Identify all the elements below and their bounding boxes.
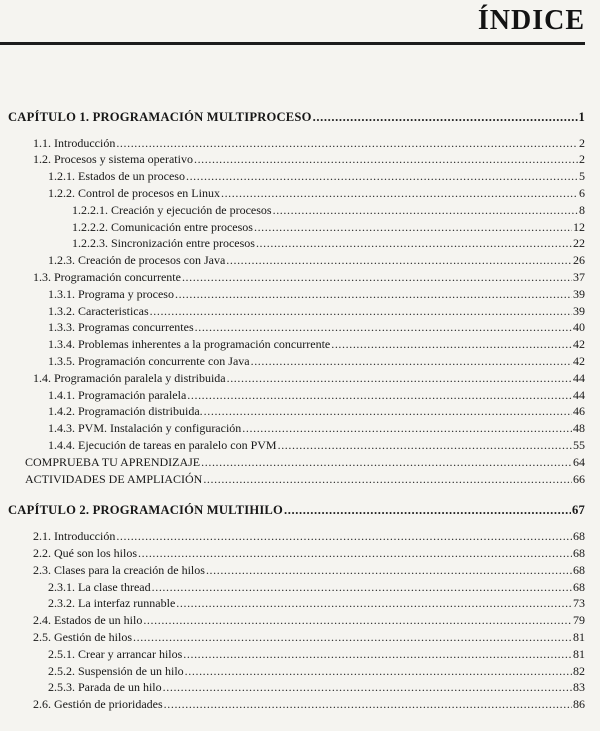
toc-entry-label: 1.4.2. Programación distribuida. (48, 404, 203, 419)
toc-entry (8, 269, 585, 286)
toc-entry-label: 2.6. Gestión de prioridades (33, 697, 163, 712)
dot-leader (256, 235, 572, 252)
toc-entry-page: 48 (573, 421, 585, 436)
dot-leader (201, 454, 572, 471)
dot-leader (186, 168, 578, 185)
toc-entry-label: ACTIVIDADES DE AMPLIACIÓN (25, 471, 203, 486)
toc-entry-label: 2.5.1. Crear y arrancar hilos (48, 646, 183, 661)
toc-entry (8, 286, 585, 303)
toc-entry (8, 679, 585, 696)
dot-leader (242, 420, 572, 437)
toc-entry-page: 1 (578, 109, 585, 124)
toc-entry (8, 303, 585, 320)
toc-entry-label: 2.3.2. La interfaz runnable (48, 596, 176, 611)
toc-entry-page: 42 (573, 337, 585, 352)
toc-entry-page: 82 (573, 663, 585, 678)
toc-entry-label: 1.4.3. PVM. Instalación y configuración (48, 421, 242, 436)
toc-entry (8, 696, 585, 713)
toc-entry (8, 319, 585, 336)
dot-leader (152, 579, 572, 596)
dot-leader (226, 252, 572, 269)
toc-entry-page: 39 (573, 286, 585, 301)
dot-leader (331, 336, 572, 353)
toc-entry-page: 40 (573, 320, 585, 335)
toc-entry-label: 2.1. Introducción (33, 529, 116, 544)
toc-entry-page: 81 (573, 646, 585, 661)
dot-leader (273, 202, 578, 219)
dot-leader (195, 319, 572, 336)
dot-leader (150, 303, 572, 320)
toc-entry-page: 55 (573, 437, 585, 452)
toc-entry-page: 42 (573, 353, 585, 368)
dot-leader (116, 528, 572, 545)
toc-entry-page: 37 (573, 269, 585, 284)
toc-entry-label: 1.1. Introducción (33, 135, 116, 150)
toc-entry-page: 6 (579, 185, 585, 200)
toc-entry (8, 135, 585, 152)
dot-leader (206, 562, 572, 579)
dot-leader (133, 629, 572, 646)
dot-leader (313, 109, 578, 126)
toc-entry-label: 1.2.2.2. Comunicación entre procesos (72, 219, 253, 234)
toc-entry (8, 579, 585, 596)
toc-entry-label: 2.5.2. Suspensión de un hilo (48, 663, 184, 678)
dot-leader (164, 696, 572, 713)
toc-entry (8, 562, 585, 579)
toc-entry-label: 2.3. Clases para la creación de hilos (33, 562, 205, 577)
toc-entry-page: 83 (573, 680, 585, 695)
page-header (8, 6, 585, 45)
toc-entry-page: 68 (573, 562, 585, 577)
toc-entry-label: 1.3.4. Problemas inherentes a la programación concurrente (48, 337, 331, 352)
toc-entry-page: 67 (572, 503, 585, 518)
toc-entry (8, 336, 585, 353)
dot-leader (203, 471, 572, 488)
toc-entry-page: 8 (579, 202, 585, 217)
toc-entry-label: 1.3.2. Caracteristicas (48, 303, 149, 318)
toc-entry (8, 629, 585, 646)
toc-entry (8, 353, 585, 370)
toc-entry-label: 2.2. Qué son los hilos (33, 545, 138, 560)
toc-entry-page: 68 (573, 579, 585, 594)
dot-leader (175, 286, 572, 303)
dot-leader (185, 663, 572, 680)
toc-entry (8, 387, 585, 404)
toc-entry-page: 12 (573, 219, 585, 234)
toc-entry (8, 612, 585, 629)
toc-entry-label: 1.3. Programación concurrente (33, 269, 181, 284)
toc-chapter-entry (8, 109, 585, 126)
toc-entry-page: 2 (579, 152, 585, 167)
toc-entry-page: 22 (573, 236, 585, 251)
dot-leader (138, 545, 572, 562)
toc-entry-page: 46 (573, 404, 585, 419)
toc-entry-label: COMPRUEBA TU APRENDIZAJE (25, 454, 201, 469)
toc-entry-label: 1.2. Procesos y sistema operativo (33, 152, 193, 167)
toc-entry-page: 64 (573, 454, 585, 469)
toc-chapter-entry (8, 502, 585, 519)
toc-entry (8, 646, 585, 663)
toc-entry-label: 1.4.1. Programación paralela (48, 387, 187, 402)
dot-leader (187, 387, 572, 404)
toc-entry-page: 81 (573, 629, 585, 644)
toc-entry-label: 1.2.2.1. Creación y ejecución de procesos (72, 202, 272, 217)
toc-entry-label: 1.2.1. Estados de un proceso (48, 169, 185, 184)
dot-leader (143, 612, 572, 629)
page-title: ÍNDICE (477, 5, 585, 36)
toc-entry-page: 73 (573, 596, 585, 611)
toc-entry-page: 86 (573, 697, 585, 712)
toc-entry-label: 1.3.1. Programa y proceso (48, 286, 174, 301)
toc-entry (8, 595, 585, 612)
toc-entry-label: 2.5. Gestión de hilos (33, 629, 132, 644)
toc-entry-page: 68 (573, 529, 585, 544)
toc-entry-label: 1.4. Programación paralela y distribuida (33, 370, 226, 385)
dot-leader (254, 219, 572, 236)
toc-entry (8, 219, 585, 236)
toc-entry (8, 151, 585, 168)
toc-entry-page: 68 (573, 545, 585, 560)
toc-entry (8, 420, 585, 437)
toc-entry-label: 1.2.2. Control de procesos en Linux (48, 185, 220, 200)
toc-entry-label: 2.5.3. Parada de un hilo (48, 680, 162, 695)
dot-leader (204, 403, 572, 420)
toc-entry-page: 44 (573, 370, 585, 385)
dot-leader (194, 151, 578, 168)
toc-entry (8, 528, 585, 545)
toc-entry-page: 79 (573, 613, 585, 628)
toc-entry (8, 545, 585, 562)
dot-leader (116, 135, 578, 152)
toc-entry (8, 663, 585, 680)
toc-entry (8, 168, 585, 185)
toc-entry-page: 39 (573, 303, 585, 318)
toc-entry-page: 66 (573, 471, 585, 486)
toc-entry (8, 185, 585, 202)
dot-leader (221, 185, 578, 202)
header-rule (0, 42, 585, 45)
toc-entry (8, 471, 585, 488)
toc-entry-label: 1.2.2.3. Sincronización entre procesos (72, 236, 255, 251)
table-of-contents (8, 109, 585, 713)
toc-entry (8, 370, 585, 387)
toc-entry-page: 44 (573, 387, 585, 402)
toc-entry (8, 235, 585, 252)
toc-entry-label: 1.3.5. Programación concurrente con Java (48, 353, 250, 368)
dot-leader (227, 370, 572, 387)
toc-entry-label: 2.4. Estados de un hilo (33, 613, 143, 628)
dot-leader (284, 502, 571, 519)
toc-entry-label: 1.3.3. Programas concurrentes (48, 320, 194, 335)
toc-entry (8, 202, 585, 219)
toc-entry-page: 2 (579, 135, 585, 150)
dot-leader (163, 679, 572, 696)
toc-entry-page: 5 (579, 169, 585, 184)
toc-entry-label: 2.3.1. La clase thread (48, 579, 151, 594)
toc-entry-label: 1.2.3. Creación de procesos con Java (48, 253, 226, 268)
dot-leader (278, 437, 572, 454)
toc-entry-label: CAPÍTULO 1. PROGRAMACIÓN MULTIPROCESO (8, 109, 312, 124)
toc-entry (8, 403, 585, 420)
toc-entry-page: 26 (573, 253, 585, 268)
dot-leader (183, 646, 572, 663)
toc-entry (8, 252, 585, 269)
dot-leader (251, 353, 572, 370)
toc-entry (8, 454, 585, 471)
toc-entry-label: CAPÍTULO 2. PROGRAMACIÓN MULTIHILO (8, 503, 284, 518)
dot-leader (176, 595, 572, 612)
toc-entry-label: 1.4.4. Ejecución de tareas en paralelo con PVM (48, 437, 277, 452)
toc-entry (8, 437, 585, 454)
dot-leader (182, 269, 572, 286)
